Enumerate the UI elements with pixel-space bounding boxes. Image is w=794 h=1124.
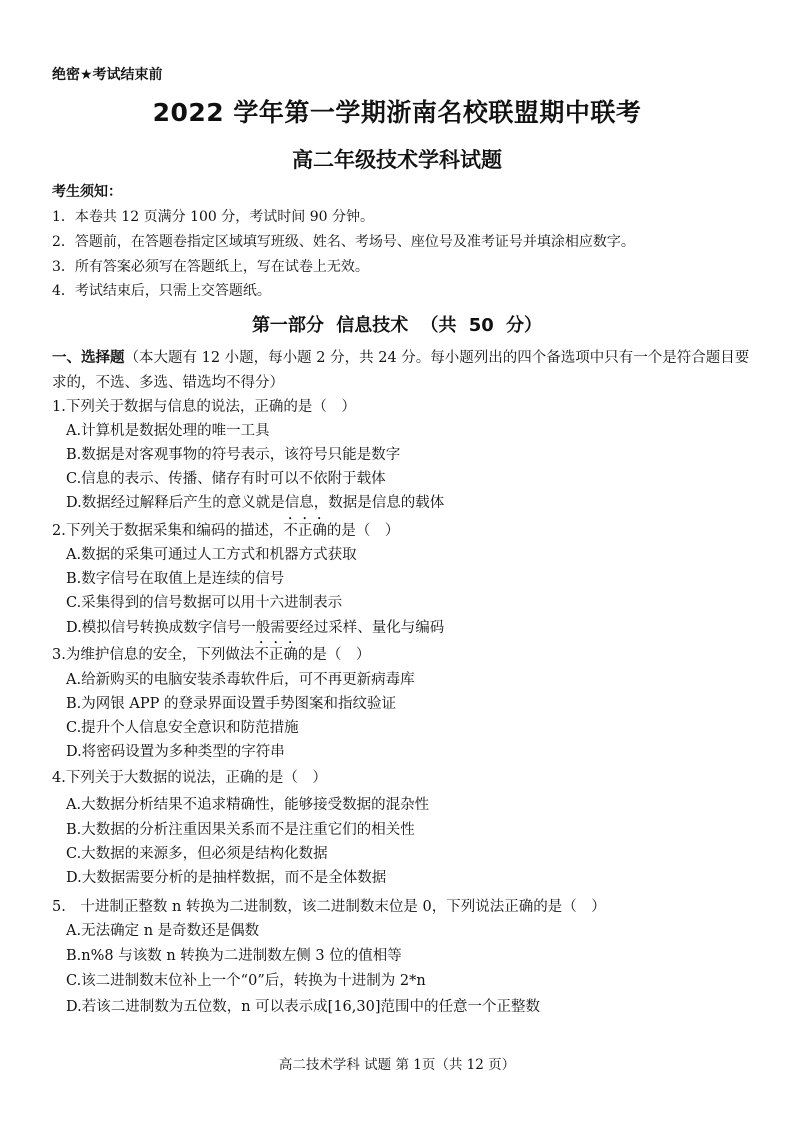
answer-option: B.为网银 APP 的登录界面设置手势图案和指纹验证 <box>66 696 396 712</box>
section-title: 第一部分 信息技术 （共 50 分） <box>251 315 543 336</box>
answer-option: B.大数据的分析注重因果关系而不是注重它们的相关性 <box>66 822 415 838</box>
notice-item: 3．所有答案必须写在答题纸上，写在试卷上无效。 <box>52 259 369 275</box>
page-footer: 高二技术学科 试题 第 1页（共 12 页） <box>278 1057 516 1073</box>
question-stem <box>52 639 370 664</box>
question-stem <box>52 395 356 416</box>
question-stem-text: 的是（ ） <box>326 523 400 539</box>
answer-option: C.信息的表示、传播、储存有时可以不依附于载体 <box>66 471 386 487</box>
section-instructions <box>52 346 752 396</box>
answer-option: B.数据是对客观事物的符号表示，该符号只能是数字 <box>66 447 401 463</box>
answer-option: D.数据经过解释后产生的意义就是信息，数据是信息的载体 <box>66 495 445 511</box>
answer-option: B.数字信号在取值上是连续的信号 <box>66 571 285 587</box>
notice-heading: 考生须知： <box>52 184 122 200</box>
answer-option: C.提升个人信息安全意识和防范措施 <box>66 720 299 736</box>
question-stem <box>52 895 606 916</box>
emphasized-text: 不正确 <box>254 647 298 663</box>
question-stem <box>52 515 399 540</box>
answer-option: A.数据的采集可通过人工方式和机器方式获取 <box>66 547 357 563</box>
answer-option: D.若该二进制数为五位数，n 可以表示成[16,30]范围中的任意一个正整数 <box>66 999 540 1015</box>
notice-item: 1．本卷共 12 页满分 100 分，考试时间 90 分钟。 <box>52 209 374 225</box>
confidential-mark: 绝密★考试结束前 <box>52 67 163 83</box>
notice-item: 2．答题前，在答题卷指定区域填写班级、姓名、考场号、座位号及准考证号并填涂相应数字。 <box>52 234 635 250</box>
answer-option: C.采集得到的信号数据可以用十六进制表示 <box>66 595 343 611</box>
exam-title: 2022 学年第一学期浙南名校联盟期中联考 <box>152 98 642 127</box>
answer-option: A.大数据分析结果不追求精确性，能够接受数据的混杂性 <box>66 797 430 813</box>
answer-option: A.计算机是数据处理的唯一工具 <box>66 423 270 439</box>
question-stem-text: 的是（ ） <box>297 647 371 663</box>
question-stem-text: 1.下列关于数据与信息的说法，正确的是（ ） <box>52 399 356 415</box>
answer-option: A.无法确定 n 是奇数还是偶数 <box>66 923 260 939</box>
question-stem-text: 4.下列关于大数据的说法，正确的是（ ） <box>52 770 327 786</box>
answer-option: C.大数据的来源多，但必须是结构化数据 <box>66 846 328 862</box>
question-stem-text: 2.下列关于数据采集和编码的描述， <box>52 523 284 539</box>
question-stem-text: 3.为维护信息的安全，下列做法 <box>52 647 255 663</box>
section-instructions-text: （本大题有 12 小题，每小题 2 分，共 24 分。每小题列出的四个备选项中只有一个是符合题目要求的，不选、多选、错选均不得分） <box>52 350 750 391</box>
exam-subtitle: 高二年级技术学科试题 <box>292 148 502 172</box>
question-stem <box>52 766 327 787</box>
question-stem-text: 5. 十进制正整数 n 转换为二进制数，该二进制数末位是 0，下列说法正确的是（ ） <box>52 899 606 915</box>
answer-option: A.给新购买的电脑安装杀毒软件后，可不再更新病毒库 <box>66 672 415 688</box>
section-heading: 一、选择题 <box>52 350 125 366</box>
answer-option: D.大数据需要分析的是抽样数据，而不是全体数据 <box>66 870 387 886</box>
notice-item: 4．考试结束后，只需上交答题纸。 <box>52 283 271 299</box>
answer-option: D.将密码设置为多种类型的字符串 <box>66 744 285 760</box>
emphasized-text: 不正确 <box>283 523 327 539</box>
answer-option: B.n%8 与该数 n 转换为二进制数左侧 3 位的值相等 <box>66 948 402 964</box>
answer-option: D.模拟信号转换成数字信号一般需要经过采样、量化与编码 <box>66 620 445 636</box>
answer-option: C.该二进制数末位补上一个“0”后，转换为十进制为 2*n <box>66 973 426 989</box>
